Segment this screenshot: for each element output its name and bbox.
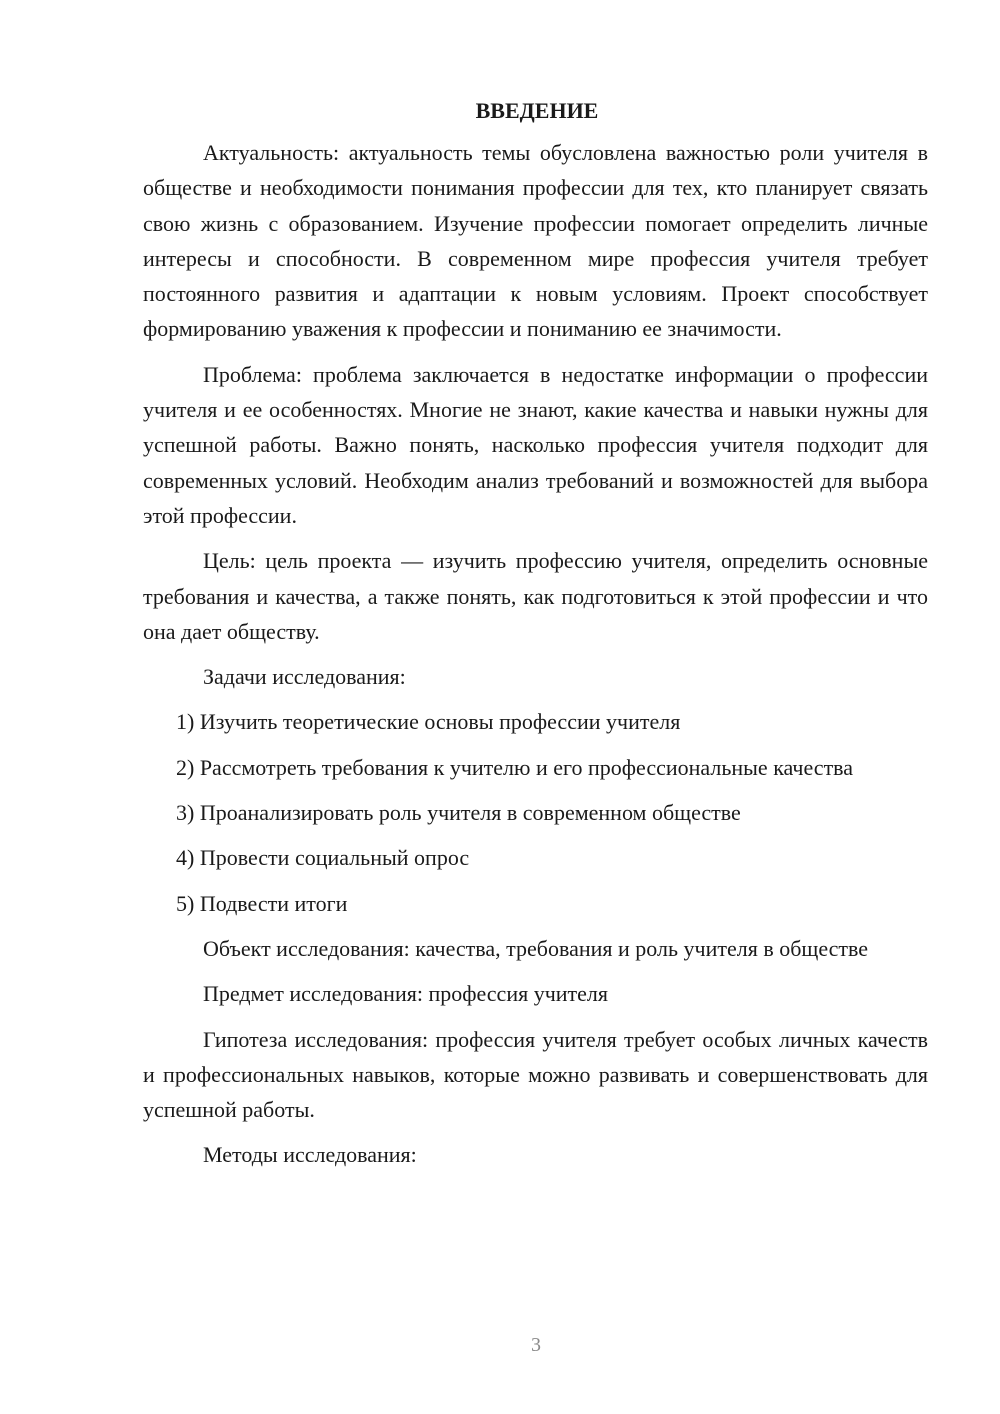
goal-paragraph: Цель: цель проекта — изучить профессию учителя, определить основные требования и качества, а также понять, как подготовиться к этой профессии и что она дает обществу. <box>143 548 928 644</box>
task-item-2: 2) Рассмотреть требования к учителю и его профессиональные качества <box>176 754 854 780</box>
task-item-4: 4) Провести социальный опрос <box>176 845 470 871</box>
page-number: 3 <box>531 1334 541 1356</box>
relevance-paragraph: Актуальность: актуальность темы обусловлена важностью роли учителя в обществе и необходимости понимания профессии для тех, кто планирует связать свою жизнь с образованием. Изучение профессии помогает определить личные интересы и способности. В современном мире профессия учителя требует постоянного развития и адаптации к новым условиям. Проект способствует формированию уважения к профессии и пониманию ее значимости. <box>143 140 928 342</box>
object-paragraph: Объект исследования: качества, требования и роль учителя в обществе <box>203 935 869 961</box>
section-heading: ВВЕДЕНИЕ <box>475 98 599 123</box>
hypothesis-paragraph: Гипотеза исследования: профессия учителя требует особых личных качеств и профессиональных навыков, которые можно развивать и совершенствовать для успешной работы. <box>143 1026 928 1123</box>
task-item-5: 5) Подвести итоги <box>176 890 348 916</box>
methods-title: Методы исследования: <box>203 1142 417 1168</box>
problem-paragraph: Проблема: проблема заключается в недостатке информации о профессии учителя и ее особенностях. Многие не знают, какие качества и навыки нужны для успешной работы. Важно понять, насколько профессия учителя подходит для современных условий. Необходим анализ требований и возможностей для выбора этой профессии. <box>143 361 928 528</box>
tasks-title: Задачи исследования: <box>203 664 406 690</box>
page-content <box>143 96 928 1173</box>
subject-paragraph: Предмет исследования: профессия учителя <box>203 981 609 1007</box>
task-item-3: 3) Проанализировать роль учителя в современном обществе <box>176 800 741 826</box>
task-item-1: 1) Изучить теоретические основы профессии учителя <box>176 709 681 735</box>
